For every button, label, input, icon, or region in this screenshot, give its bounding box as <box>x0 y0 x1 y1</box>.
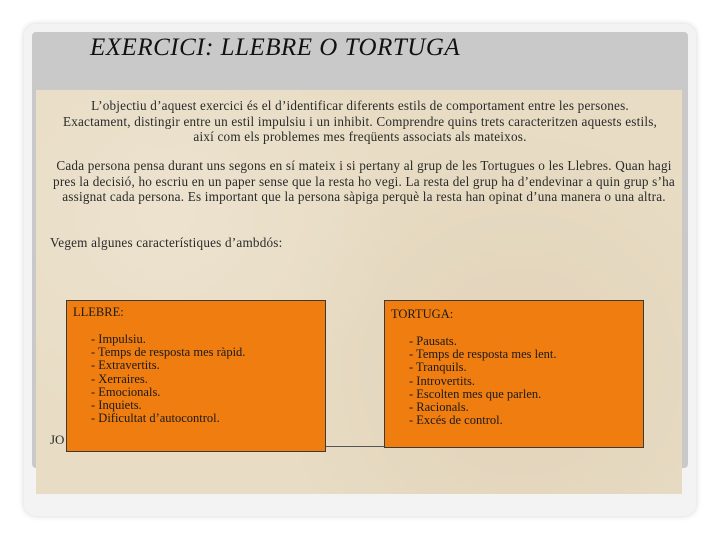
partial-text: JO <box>50 432 65 447</box>
list-item: - Racionals. <box>409 400 469 415</box>
llebre-title: LLEBRE: <box>73 305 124 319</box>
list-item: - Emocionals. <box>91 384 161 399</box>
list-item: - Dificultat d’autocontrol. <box>91 411 220 426</box>
tortuga-box <box>384 300 644 448</box>
tortuga-list <box>409 335 556 427</box>
instructions-paragraph: Cada persona pensa durant uns segons en sí mateix i si pertany al grup de les Tortugues o les Llebres. Quan hagi pres la decisió, ho escriu en un paper sense que la resta ho vegi. La resta del grup ha d’endevinar a quin grup s’ha assignat cada persona. Es important que la persona sàpiga perquè la resta han opinat d’una manera o una altra. <box>53 158 675 204</box>
list-item: - Introvertits. <box>409 373 475 388</box>
list-item: - Extravertits. <box>91 358 160 373</box>
list-item: - Temps de resposta mes ràpid. <box>91 345 246 360</box>
list-item: - Escolten mes que parlen. <box>409 386 542 401</box>
slide-title: EXERCICI: LLEBRE O TORTUGA <box>90 34 461 61</box>
llebre-list <box>91 333 245 425</box>
connector-line <box>326 446 386 447</box>
tortuga-title: TORTUGA: <box>391 307 454 321</box>
list-item: - Temps de resposta mes lent. <box>409 347 557 362</box>
list-item: - Inquiets. <box>91 398 142 413</box>
list-item: - Impulsiu. <box>91 332 146 346</box>
characteristics-intro: Vegem algunes característiques d’ambdós: <box>50 235 283 250</box>
list-item: - Xerraires. <box>91 371 148 386</box>
intro-paragraph: L’objectiu d’aquest exercici és el d’identificar diferents estils de comportament entre les persones. Exactament, distingir entre un estil impulsiu i un inhibit. Comprendre quins trets caracteritzen aquests estils, així com els problemes mes freqüents associats als mateixos. <box>62 98 658 144</box>
list-item: - Pausats. <box>409 334 457 348</box>
list-item: - Tranquils. <box>409 360 467 375</box>
llebre-box <box>66 300 326 452</box>
list-item: - Excés de control. <box>409 413 503 428</box>
